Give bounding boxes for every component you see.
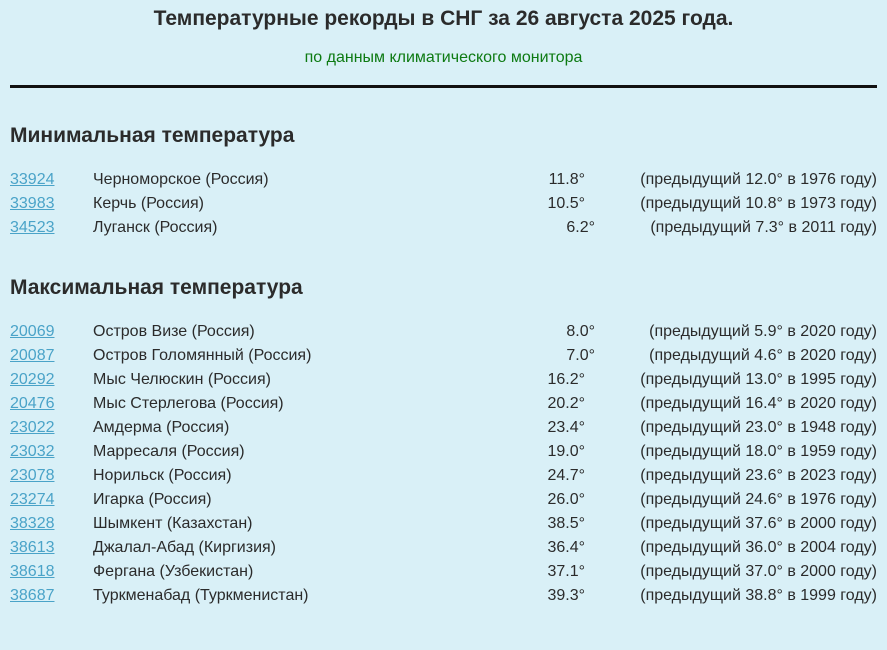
previous-record: (предыдущий 10.8° в 1973 году): [640, 195, 877, 212]
station-name: Остров Голомянный (Россия): [93, 347, 312, 364]
min-temperature-heading: Минимальная температура: [10, 124, 295, 147]
record-row: [10, 440, 877, 464]
record-row: [10, 512, 877, 536]
station-code-link[interactable]: 20476: [10, 395, 55, 412]
station-name: Фергана (Узбекистан): [93, 563, 254, 580]
page-title: Температурные рекорды в СНГ за 26 августа 2025 года.: [153, 7, 734, 30]
record-value: 39.3°: [547, 587, 585, 604]
record-value: 37.1°: [547, 563, 585, 580]
record-value: 36.4°: [547, 539, 585, 556]
station-name: Мыс Стерлегова (Россия): [93, 395, 284, 412]
record-row: [10, 536, 877, 560]
header-divider: [10, 85, 877, 88]
record-value: 26.0°: [547, 491, 585, 508]
record-row: [10, 368, 877, 392]
station-name: Шымкент (Казахстан): [93, 515, 253, 532]
station-code-link[interactable]: 23022: [10, 419, 55, 436]
station-name: Керчь (Россия): [93, 195, 205, 212]
record-value: 20.2°: [547, 395, 585, 412]
previous-record: (предыдущий 23.6° в 2023 году): [640, 467, 877, 484]
record-row: [10, 216, 877, 240]
station-code-link[interactable]: 20292: [10, 371, 55, 388]
record-row: [10, 168, 877, 192]
record-value: 38.5°: [547, 515, 585, 532]
record-row: [10, 584, 877, 608]
station-name: Мыс Челюскин (Россия): [93, 371, 271, 388]
station-code-link[interactable]: 34523: [10, 219, 55, 236]
record-value: 8.0°: [566, 323, 595, 340]
record-row: [10, 344, 877, 368]
previous-record: (предыдущий 24.6° в 1976 году): [640, 491, 877, 508]
page-subtitle: по данным климатического монитора: [304, 49, 583, 66]
station-name: Амдерма (Россия): [93, 419, 230, 436]
station-code-link[interactable]: 38618: [10, 563, 55, 580]
station-name: Остров Визе (Россия): [93, 323, 255, 340]
previous-record: (предыдущий 37.6° в 2000 году): [640, 515, 877, 532]
previous-record: (предыдущий 12.0° в 1976 году): [640, 171, 877, 188]
previous-record: (предыдущий 37.0° в 2000 году): [640, 563, 877, 580]
previous-record: (предыдущий 38.8° в 1999 году): [640, 587, 877, 604]
previous-record: (предыдущий 16.4° в 2020 году): [640, 395, 877, 412]
record-row: [10, 192, 877, 216]
record-row: [10, 416, 877, 440]
record-row: [10, 464, 877, 488]
record-row: [10, 320, 877, 344]
record-row: [10, 560, 877, 584]
record-value: 11.8°: [548, 171, 585, 188]
station-code-link[interactable]: 38328: [10, 515, 55, 532]
max-temperature-heading: Максимальная температура: [10, 276, 303, 299]
station-name: Луганск (Россия): [93, 219, 218, 236]
station-name: Черноморское (Россия): [93, 171, 269, 188]
previous-record: (предыдущий 13.0° в 1995 году): [640, 371, 877, 388]
record-value: 7.0°: [566, 347, 595, 364]
record-value: 6.2°: [566, 219, 595, 236]
station-code-link[interactable]: 23078: [10, 467, 55, 484]
record-value: 10.5°: [547, 195, 585, 212]
station-code-link[interactable]: 38687: [10, 587, 55, 604]
previous-record: (предыдущий 7.3° в 2011 году): [650, 219, 877, 236]
record-value: 19.0°: [547, 443, 585, 460]
record-row: [10, 488, 877, 512]
previous-record: (предыдущий 36.0° в 2004 году): [640, 539, 877, 556]
record-row: [10, 392, 877, 416]
previous-record: (предыдущий 18.0° в 1959 году): [640, 443, 877, 460]
previous-record: (предыдущий 5.9° в 2020 году): [649, 323, 877, 340]
station-name: Джалал-Абад (Киргизия): [93, 539, 277, 556]
station-code-link[interactable]: 23274: [10, 491, 55, 508]
station-code-link[interactable]: 33924: [10, 171, 55, 188]
station-code-link[interactable]: 33983: [10, 195, 55, 212]
station-code-link[interactable]: 23032: [10, 443, 55, 460]
max-temperature-list: [10, 320, 877, 608]
previous-record: (предыдущий 23.0° в 1948 году): [640, 419, 877, 436]
station-code-link[interactable]: 20087: [10, 347, 55, 364]
record-value: 16.2°: [547, 371, 585, 388]
record-value: 23.4°: [547, 419, 585, 436]
station-name: Марресаля (Россия): [93, 443, 245, 460]
record-value: 24.7°: [547, 467, 585, 484]
min-temperature-list: [10, 168, 877, 240]
station-code-link[interactable]: 38613: [10, 539, 55, 556]
station-name: Норильск (Россия): [93, 467, 232, 484]
station-code-link[interactable]: 20069: [10, 323, 55, 340]
previous-record: (предыдущий 4.6° в 2020 году): [649, 347, 877, 364]
station-name: Игарка (Россия): [93, 491, 212, 508]
station-name: Туркменабад (Туркменистан): [93, 587, 309, 604]
